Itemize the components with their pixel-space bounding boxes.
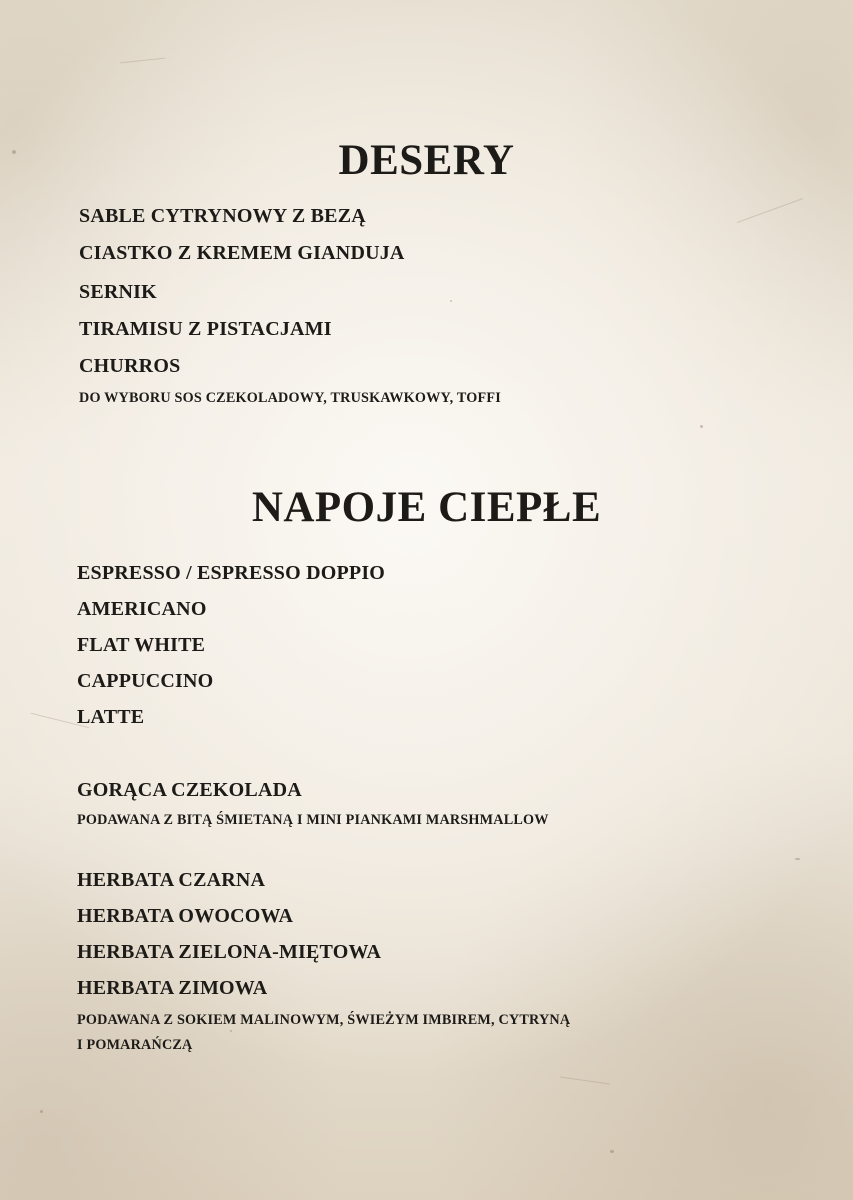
tea-item: HERBATA OWOCOWA bbox=[77, 905, 294, 927]
churros-sauce-note: DO WYBORU SOS CZEKOLADOWY, TRUSKAWKOWY, TOFFI bbox=[79, 390, 501, 406]
dessert-item: TIRAMISU Z PISTACJAMI bbox=[79, 318, 332, 340]
tea-item: HERBATA CZARNA bbox=[77, 869, 266, 891]
dessert-item: CHURROS bbox=[79, 355, 181, 377]
coffee-item: AMERICANO bbox=[77, 598, 207, 620]
coffee-item: CAPPUCCINO bbox=[77, 670, 214, 692]
dessert-item: CIASTKO Z KREMEM GIANDUJA bbox=[79, 242, 405, 264]
coffee-item: FLAT WHITE bbox=[77, 634, 206, 656]
coffee-item: ESPRESSO / ESPRESSO DOPPIO bbox=[77, 562, 386, 584]
desserts-title: DESERY bbox=[338, 137, 515, 184]
hot-chocolate-item: GORĄCA CZEKOLADA bbox=[77, 779, 302, 801]
dessert-item: SERNIK bbox=[79, 281, 157, 303]
tea-item: HERBATA ZIMOWA bbox=[77, 977, 268, 999]
tea-item: HERBATA ZIELONA-MIĘTOWA bbox=[77, 941, 382, 963]
coffee-item: LATTE bbox=[77, 706, 145, 728]
hot-drinks-title: NAPOJE CIEPŁE bbox=[251, 484, 602, 531]
hot-chocolate-note: PODAWANA Z BITĄ ŚMIETANĄ I MINI PIANKAMI MARSHMALLOW bbox=[77, 812, 549, 828]
winter-tea-note-line: PODAWANA Z SOKIEM MALINOWYM, ŚWIEŻYM IMBIREM, CYTRYNĄ bbox=[77, 1012, 571, 1028]
winter-tea-note-line: I POMARAŃCZĄ bbox=[77, 1037, 193, 1053]
dessert-item: SABLE CYTRYNOWY Z BEZĄ bbox=[79, 205, 366, 227]
